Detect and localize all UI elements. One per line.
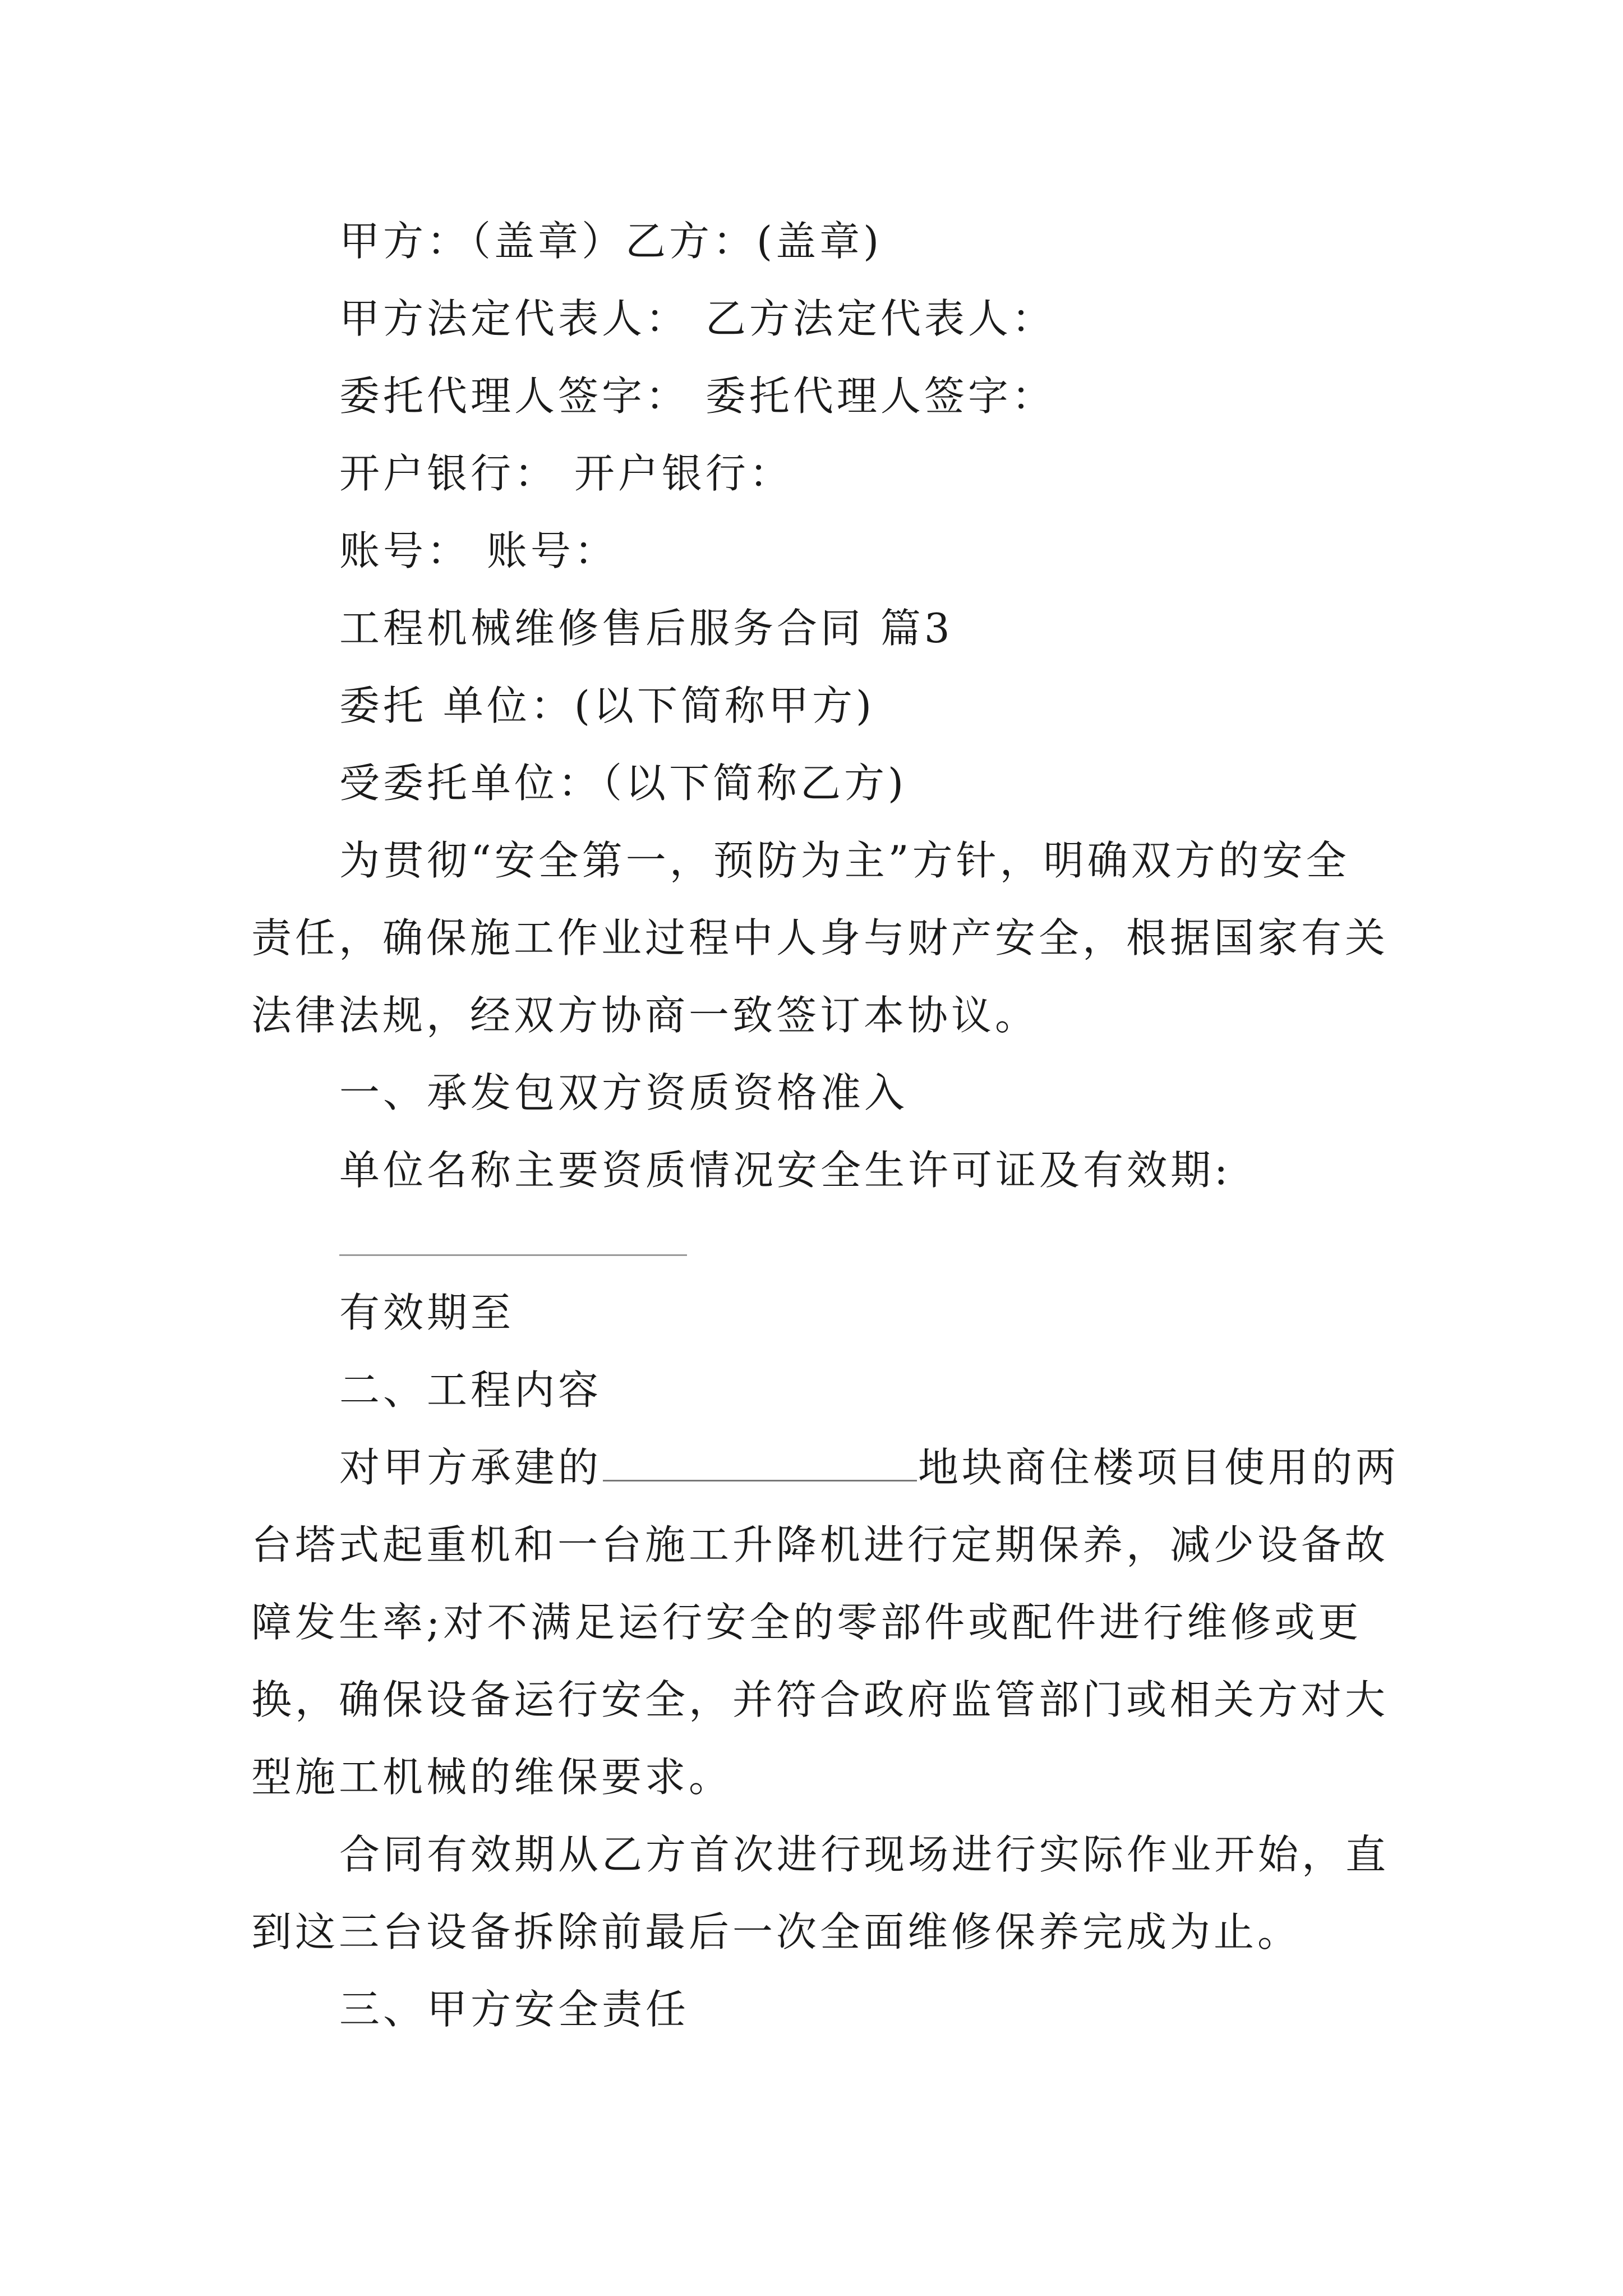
client-unit-line: 委托 单位：(以下简称甲方): [339, 682, 875, 729]
project-scope-line-1: [339, 1439, 1489, 1496]
account-line: 账号： 账号：: [339, 527, 618, 574]
validity-period-line-1: 合同有效期从乙方首次进行现场进行实际作业开始，直: [339, 1831, 1390, 1878]
blank-fill-rule: [339, 1254, 687, 1256]
qualification-line: 单位名称主要资质情况安全生许可证及有效期:: [339, 1147, 1232, 1194]
paragraph-purpose-line-1: 为贯彻“安全第一，预防为主”方针，明确双方的安全: [339, 837, 1350, 884]
paragraph-purpose-line-2: 责任，确保施工作业过程中人身与财产安全，根据国家有关: [251, 914, 1389, 961]
agent-signature-line: 委托代理人签字： 委托代理人签字：: [339, 372, 1055, 420]
project-scope-text-after-blank: 地块商住楼项目使用的两: [918, 1444, 1400, 1491]
section-heading-3: 三、甲方安全责任: [339, 1986, 690, 2033]
bank-line: 开户银行： 开户银行：: [339, 450, 793, 497]
project-scope-line-4: 换，确保设备运行安全，并符合政府监管部门或相关方对大: [251, 1676, 1389, 1723]
contract-title: 工程机械维修售后服务合同 篇3: [339, 605, 953, 652]
contractor-unit-line: 受委托单位：（以下简称乙方): [339, 760, 907, 807]
project-scope-text-before-blank: 对甲方承建的: [339, 1444, 602, 1491]
project-scope-line-3: 障发生率;对不满足运行安全的零部件或配件进行维修或更: [251, 1599, 1362, 1646]
project-scope-line-2: 台塔式起重机和一台施工升降机进行定期保养，减少设备故: [251, 1521, 1389, 1568]
legal-representative-line: 甲方法定代表人： 乙方法定代表人：: [339, 295, 1055, 342]
party-seal-line: 甲方：（盖章）乙方：(盖章): [339, 218, 883, 265]
project-scope-line-5: 型施工机械的维保要求。: [251, 1754, 733, 1801]
paragraph-purpose-line-3: 法律法规，经双方协商一致签订本协议。: [251, 992, 1039, 1039]
validity-period-line-2: 到这三台设备拆除前最后一次全面维修保养完成为止。: [251, 1908, 1302, 1955]
project-name-blank: [603, 1446, 917, 1481]
section-heading-1: 一、承发包双方资质资格准入: [339, 1069, 909, 1116]
section-heading-2: 二、工程内容: [339, 1366, 602, 1414]
validity-line: 有效期至: [339, 1289, 515, 1336]
